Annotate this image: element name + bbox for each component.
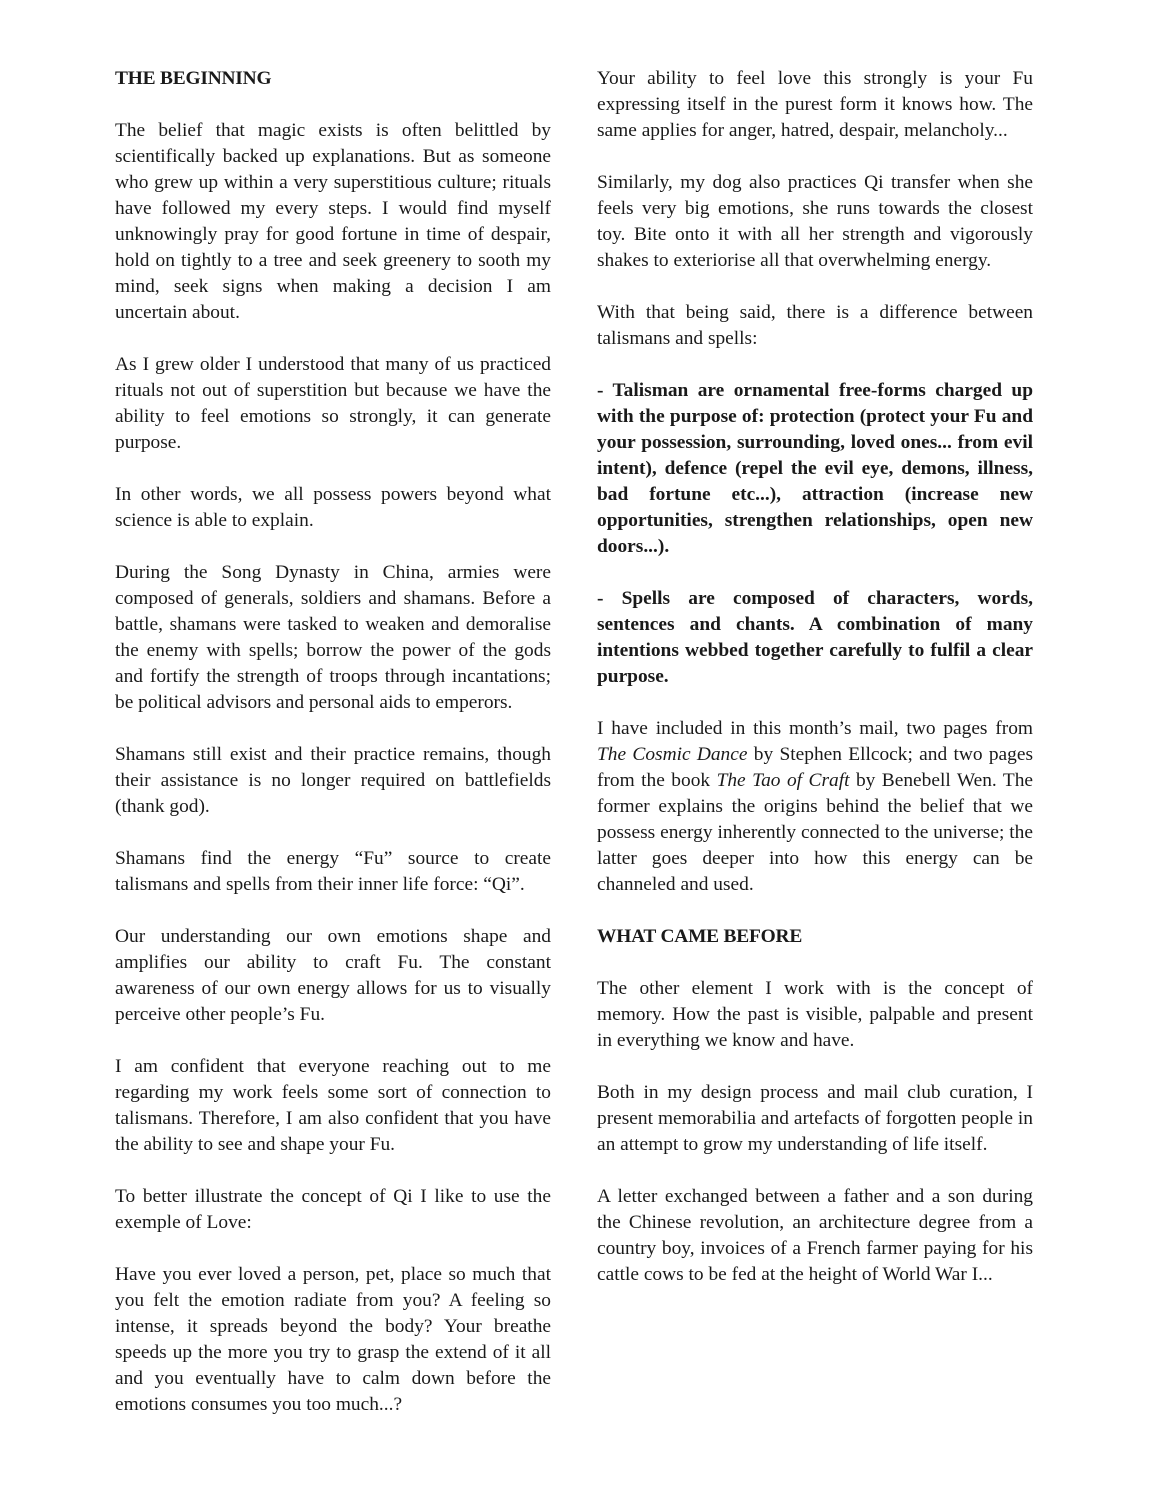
talisman-definition: - Talisman are ornamental free-forms charged up with the purpose of: protection (protect your Fu and your possession, surrounding, loved ones... from evil intent), defence (repel the evil eye, demons, illness, bad fortune etc...), attraction (increase new opportunities, strengthen relationships, open new doors...).: [597, 380, 1033, 557]
text-span: by Benebell Wen. The former explains the origins behind the belief that we possess energy inherently connected to the universe; the latter goes deeper into how this energy can be channeled and used.: [597, 770, 1033, 895]
paragraph: Shamans find the energy “Fu” source to create talismans and spells from their inner life force: “Qi”.: [115, 848, 551, 895]
paragraph: The other element I work with is the concept of memory. How the past is visible, palpable and present in everything we know and have.: [597, 978, 1033, 1051]
paragraph: Shamans still exist and their practice remains, though their assistance is no longer required on battlefields (thank god).: [115, 744, 551, 817]
paragraph: I am confident that everyone reaching out to me regarding my work feels some sort of connection to talismans. Therefore, I am also confident that you have the ability to see and shape your Fu.: [115, 1056, 551, 1155]
paragraph: Have you ever loved a person, pet, place so much that you felt the emotion radiate from you? A feeling so intense, it spreads beyond the body? Your breathe speeds up the more you try to grasp the extend of it all and you eventually have to calm down before the emotions consumes you too much...?: [115, 1264, 551, 1415]
text-span: I have included in this month’s mail, two pages from: [597, 718, 1033, 739]
paragraph: Similarly, my dog also practices Qi transfer when she feels very big emotions, she runs towards the closest toy. Bite onto it with all her strength and vigorously shakes to exteriorise all that overwhelming energy.: [597, 172, 1033, 271]
paragraph: To better illustrate the concept of Qi I like to use the exemple of Love:: [115, 1186, 551, 1233]
paragraph: During the Song Dynasty in China, armies were composed of generals, soldiers and shamans. Before a battle, shamans were tasked to weaken and demoralise the enemy with spells; borrow the power of the gods and fortify the strength of troops through incantations; be political advisors and personal aids to emperors.: [115, 562, 551, 713]
left-column: [115, 66, 551, 1418]
paragraph: As I grew older I understood that many of us practiced rituals not out of superstition but because we have the ability to feel emotions so strongly, it can generate purpose.: [115, 354, 551, 453]
section-heading-the-beginning: THE BEGINNING: [115, 68, 272, 89]
paragraph: A letter exchanged between a father and a son during the Chinese revolution, an architecture degree from a country boy, invoices of a French farmer paying for his cattle cows to be fed at the height of World War I...: [597, 1186, 1033, 1285]
mail-contents-paragraph: [597, 716, 1033, 898]
section-heading-what-came-before: WHAT CAME BEFORE: [597, 926, 803, 947]
text-span: by Stephen Ellcock; and two pages from the book: [597, 744, 1034, 791]
paragraph: Both in my design process and mail club curation, I present memorabilia and artefacts of forgotten people in an attempt to grow my understanding of life itself.: [597, 1082, 1033, 1155]
right-column: [597, 66, 1033, 1288]
book-title-cosmic-dance: The Cosmic Dance: [597, 744, 748, 765]
paragraph: Our understanding our own emotions shape and amplifies our ability to craft Fu. The constant awareness of our own energy allows for us to visually perceive other people’s Fu.: [115, 926, 551, 1025]
paragraph: The belief that magic exists is often belittled by scientifically backed up explanations. But as someone who grew up within a very superstitious culture; rituals have followed my every steps. I would find myself unknowingly pray for good fortune in time of despair, hold on tightly to a tree and seek greenery to sooth my mind, seek signs when making a decision I am uncertain about.: [115, 120, 551, 323]
book-title-tao-of-craft: The Tao of Craft: [716, 770, 850, 791]
paragraph: In other words, we all possess powers beyond what science is able to explain.: [115, 484, 551, 531]
spell-definition: - Spells are composed of characters, words, sentences and chants. A combination of many intentions webbed together carefully to fulfil a clear purpose.: [597, 588, 1033, 687]
paragraph: With that being said, there is a difference between talismans and spells:: [597, 302, 1033, 349]
paragraph: Your ability to feel love this strongly is your Fu expressing itself in the purest form it knows how. The same applies for anger, hatred, despair, melancholy...: [597, 68, 1033, 141]
